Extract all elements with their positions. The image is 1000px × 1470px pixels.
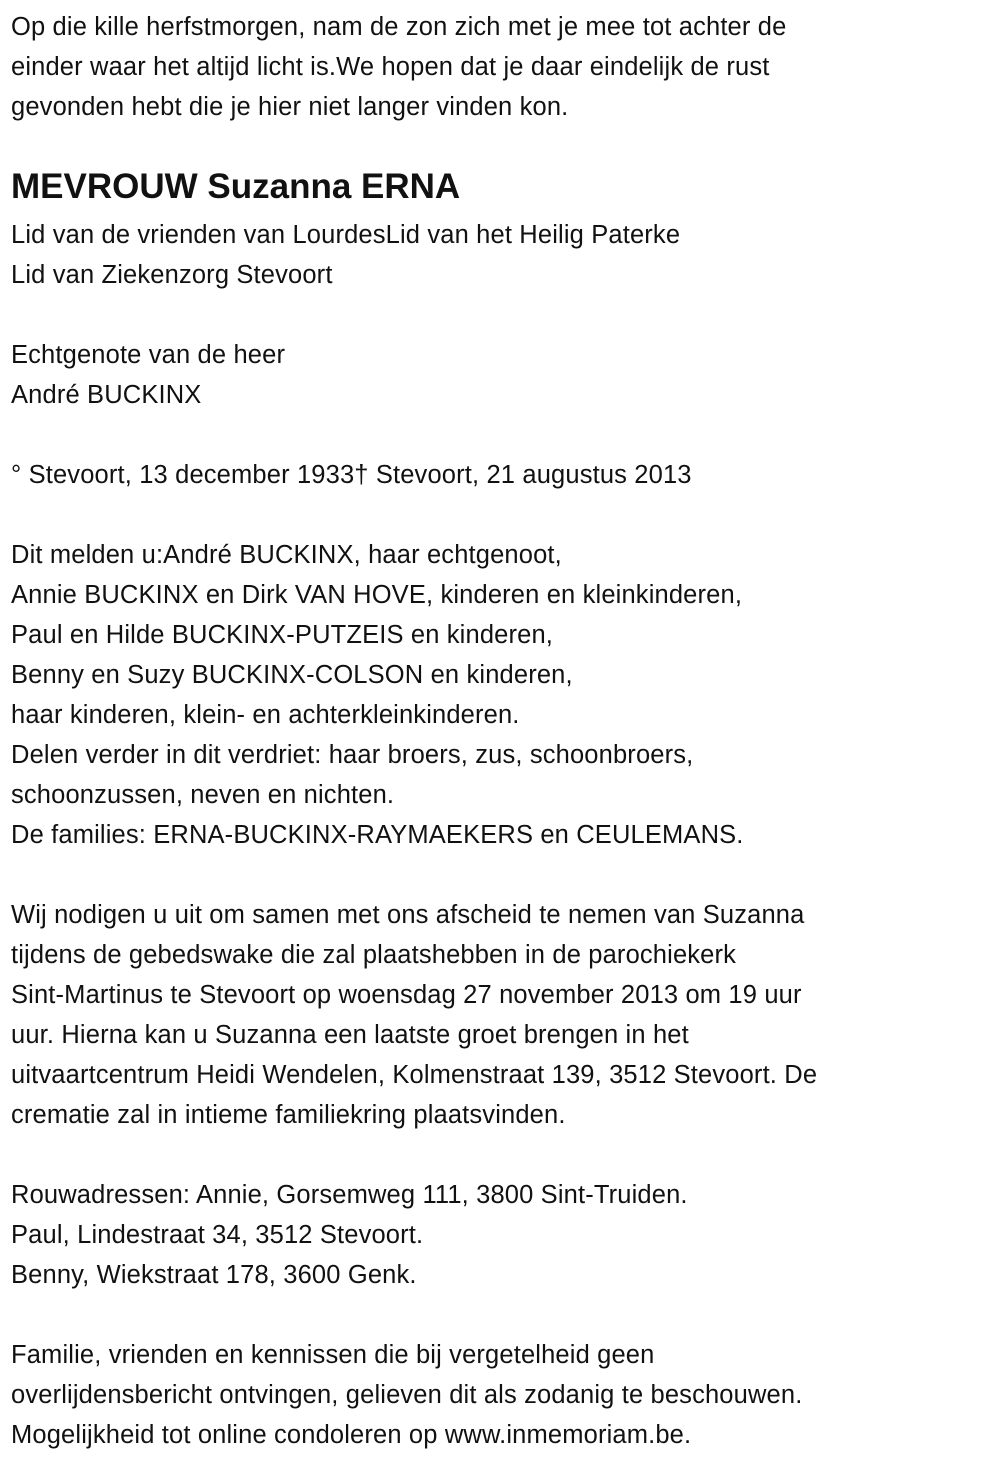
intro-poem xyxy=(11,7,1000,127)
memberships xyxy=(11,215,1000,295)
text-line: Delen verder in dit verdriet: haar broers, zus, schoonbroers, xyxy=(11,741,694,769)
text-line: gevonden hebt die je hier niet langer vinden kon. xyxy=(11,93,569,121)
text-line: uitvaartcentrum Heidi Wendelen, Kolmenstraat 139, 3512 Stevoort. De xyxy=(11,1061,818,1089)
text-line: Echtgenote van de heer xyxy=(11,341,286,369)
text-line: einder waar het altijd licht is.We hopen dat je daar eindelijk de rust xyxy=(11,53,770,81)
text-line: Benny en Suzy BUCKINX-COLSON en kinderen, xyxy=(11,661,573,689)
spouse-info xyxy=(11,335,1000,415)
text-line: Benny, Wiekstraat 178, 3600 Genk. xyxy=(11,1261,417,1289)
birth-death-dates: ° Stevoort, 13 december 1933† Stevoort, 21 augustus 2013 xyxy=(11,461,692,489)
text-line: Op die kille herfstmorgen, nam de zon zich met je mee tot achter de xyxy=(11,13,787,41)
text-line: tijdens de gebedswake die zal plaatshebben in de parochiekerk xyxy=(11,941,737,969)
text-line: overlijdensbericht ontvingen, gelieven dit als zodanig te beschouwen. xyxy=(11,1381,803,1409)
closing-note xyxy=(11,1335,1000,1455)
text-line: Rouwadressen: Annie, Gorsemweg 111, 3800 Sint-Truiden. xyxy=(11,1181,688,1209)
ceremony-info xyxy=(11,895,1000,1135)
text-line: Mogelijkheid tot online condoleren op www.inmemoriam.be. xyxy=(11,1421,692,1449)
text-line: haar kinderen, klein- en achterkleinkinderen. xyxy=(11,701,520,729)
family-announcement xyxy=(11,535,1000,855)
text-line: André BUCKINX xyxy=(11,381,202,409)
deceased-name-title: MEVROUW Suzanna ERNA xyxy=(11,167,461,206)
text-line: Familie, vrienden en kennissen die bij vergetelheid geen xyxy=(11,1341,655,1369)
condolence-addresses xyxy=(11,1175,1000,1295)
text-line: Sint-Martinus te Stevoort op woensdag 27 november 2013 om 19 uur xyxy=(11,981,802,1009)
text-line: uur. Hierna kan u Suzanna een laatste groet brengen in het xyxy=(11,1021,689,1049)
text-line: Wij nodigen u uit om samen met ons afscheid te nemen van Suzanna xyxy=(11,901,805,929)
text-line: crematie zal in intieme familiekring plaatsvinden. xyxy=(11,1101,566,1129)
text-line: De families: ERNA-BUCKINX-RAYMAEKERS en CEULEMANS. xyxy=(11,821,744,849)
text-line: schoonzussen, neven en nichten. xyxy=(11,781,395,809)
text-line: Paul en Hilde BUCKINX-PUTZEIS en kinderen, xyxy=(11,621,554,649)
text-line: Annie BUCKINX en Dirk VAN HOVE, kinderen en kleinkinderen, xyxy=(11,581,743,609)
text-line: Dit melden u:André BUCKINX, haar echtgenoot, xyxy=(11,541,562,569)
text-line: Lid van de vrienden van LourdesLid van het Heilig Paterke xyxy=(11,221,681,249)
text-line: Lid van Ziekenzorg Stevoort xyxy=(11,261,333,289)
text-line: Paul, Lindestraat 34, 3512 Stevoort. xyxy=(11,1221,424,1249)
